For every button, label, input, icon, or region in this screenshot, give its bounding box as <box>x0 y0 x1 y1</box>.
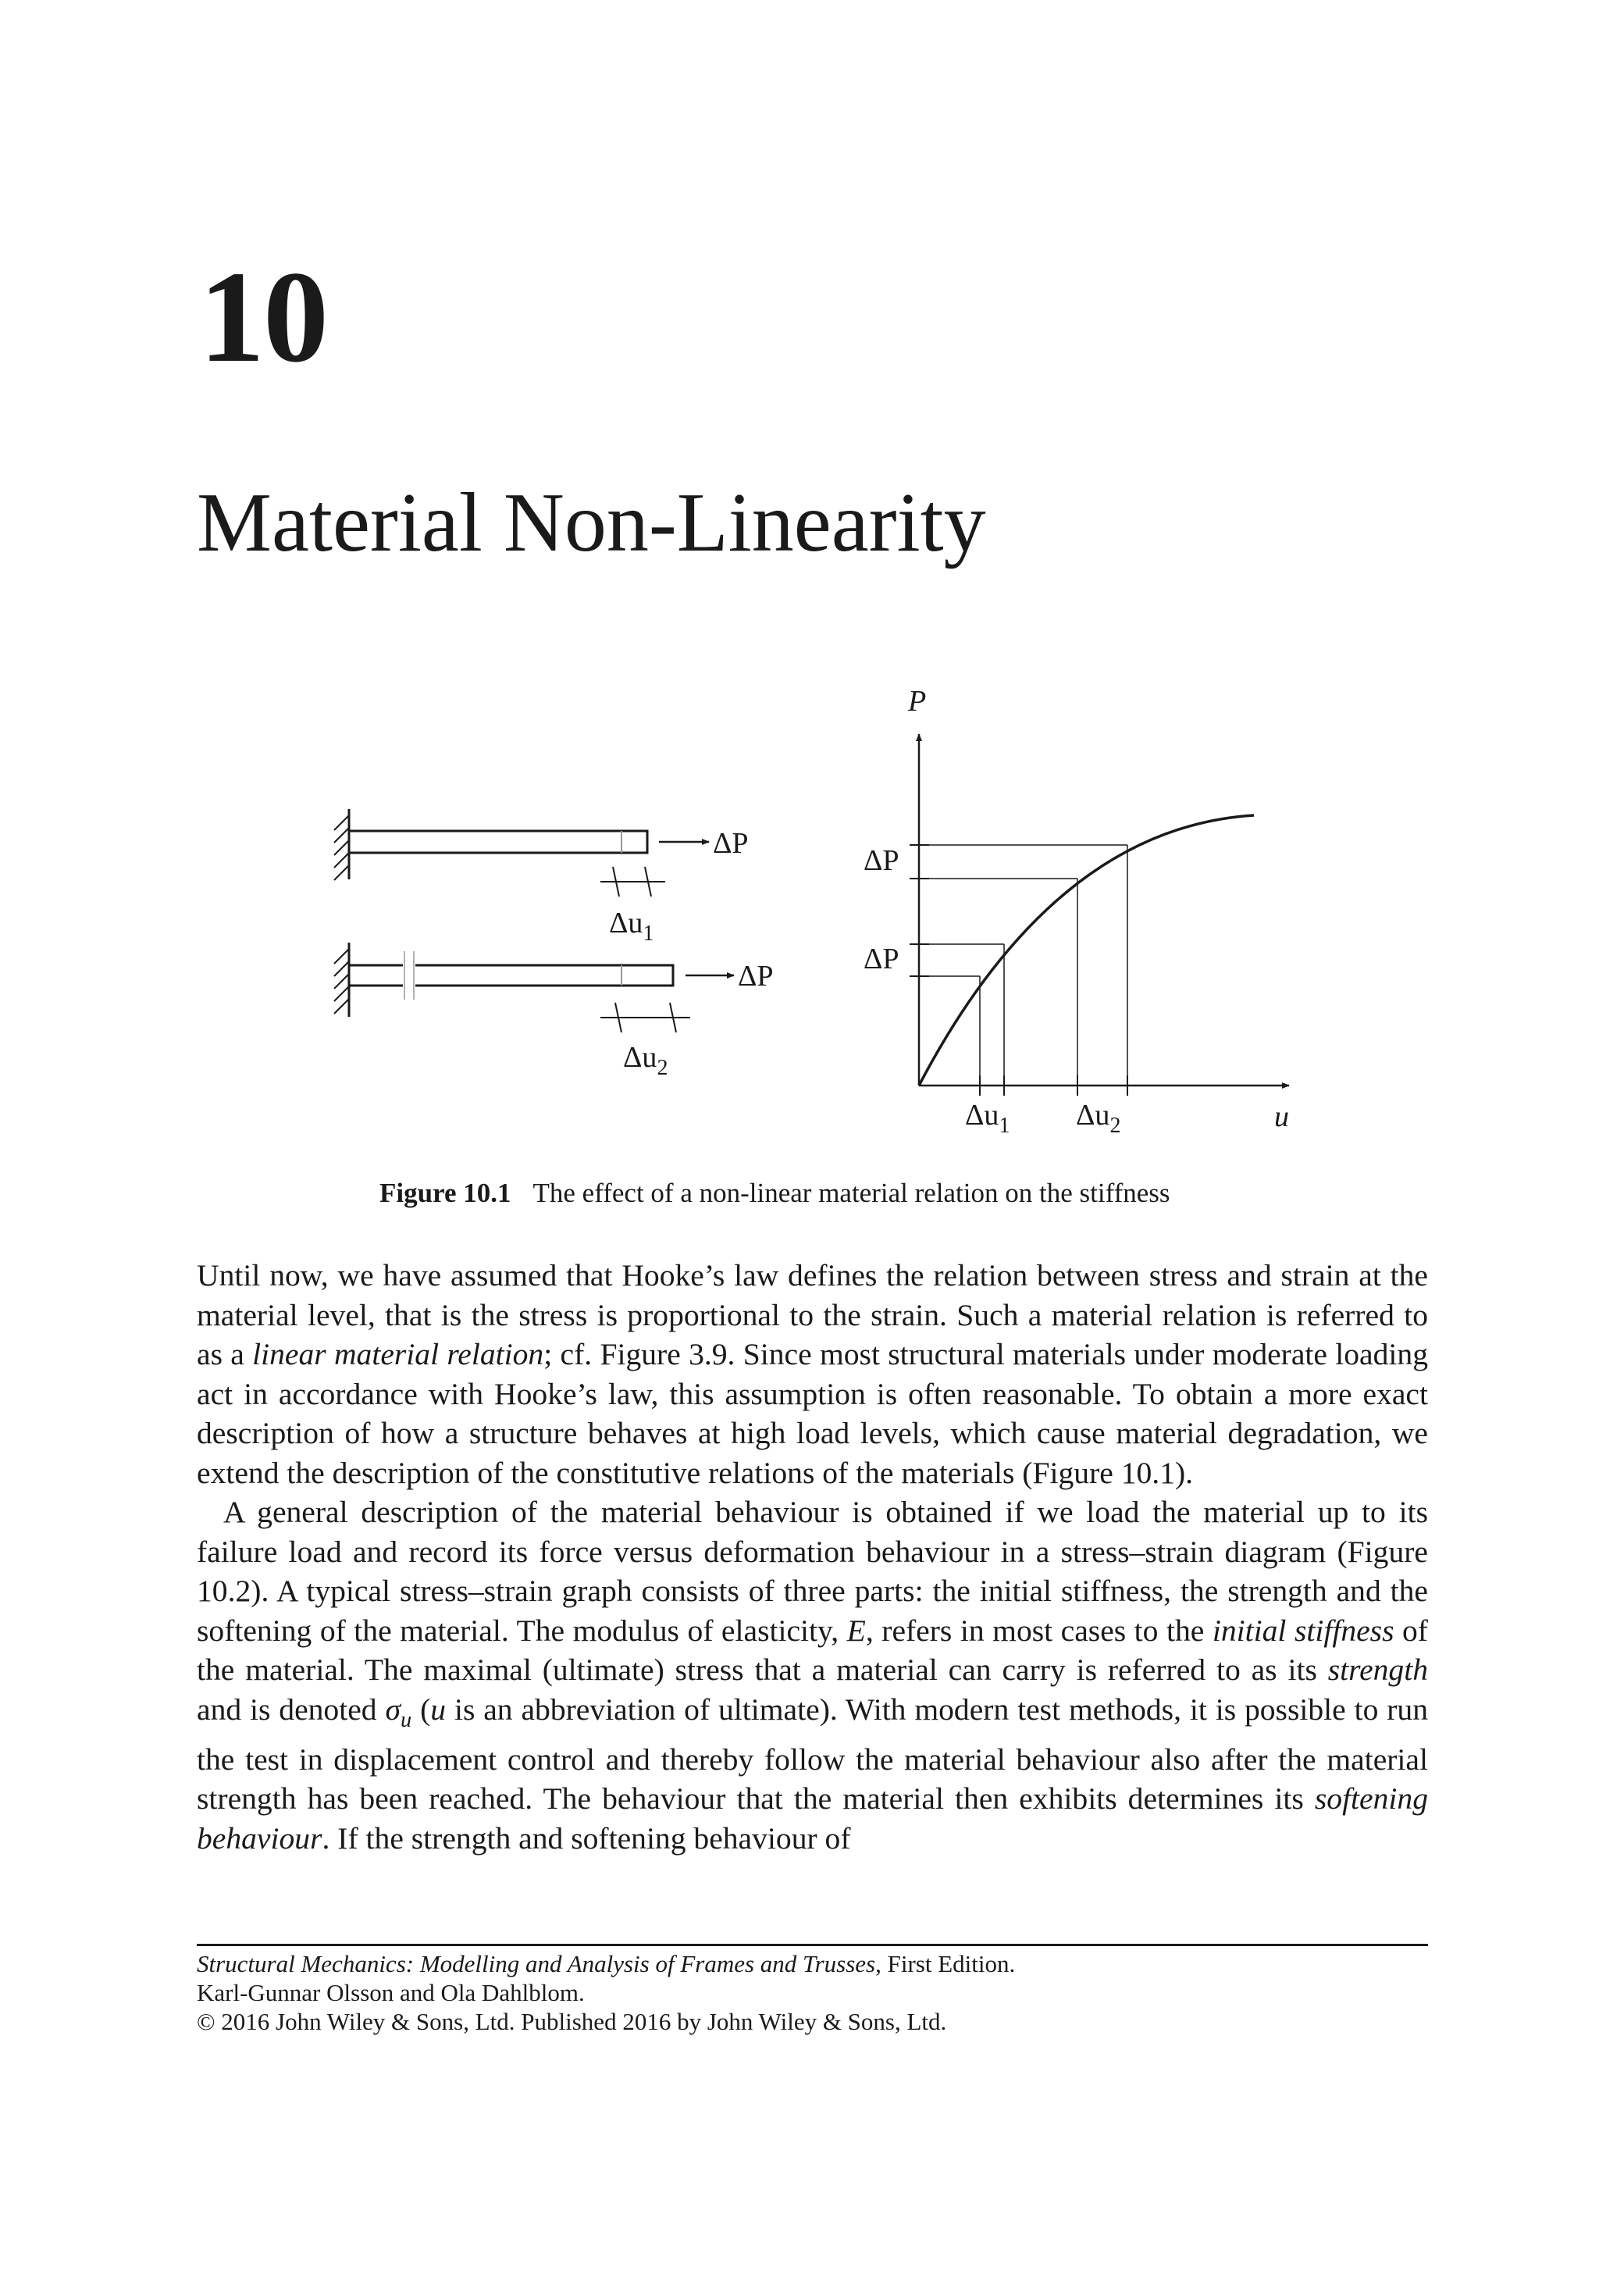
load-curve <box>919 815 1254 1086</box>
text-run: linear material relation <box>252 1337 544 1371</box>
graph-load-lower-label: ΔP <box>864 943 899 975</box>
figure-caption <box>379 1175 1170 1212</box>
text-run: u <box>430 1692 447 1727</box>
text-run: initial stiffness <box>1212 1613 1394 1648</box>
load-displacement-graph <box>864 685 1289 1138</box>
bottom-beam-disp-label: $\Delta u_2$ <box>623 1041 668 1080</box>
paragraph-1 <box>197 1256 1428 1492</box>
text-run: is an abbreviation of ultimate). With modern test methods, it is possible to run the test in displacement control and thereby follow the material behaviour also after the material strength has been reached. The behaviour that the material then exhibits determines its <box>197 1692 1429 1816</box>
bottom-wall-hatch <box>334 949 349 1014</box>
top-beam <box>334 809 749 946</box>
top-beam-disp-dim <box>600 867 665 897</box>
y-axis-label: P <box>908 685 927 718</box>
top-beam-load-label: ΔP <box>713 827 749 860</box>
guide-lines <box>919 845 1127 1086</box>
top-beam-body <box>349 831 647 853</box>
text-run: Until now, we have assumed that Hooke’s law defines the relation between stress and strain at the material level, that is the stress is proportional to the strain. Such a material relation is referred to as a <box>197 1258 1428 1371</box>
footer-citation <box>197 1949 1428 1978</box>
text-run: . If the strength and softening behaviour of <box>322 1820 851 1856</box>
text-run: E <box>846 1613 866 1648</box>
text-run: σ <box>385 1692 401 1727</box>
footer <box>197 1949 1428 2036</box>
graph-tick1-label: $\Delta u_1$ <box>965 1099 1010 1138</box>
text-run: ( <box>411 1692 431 1727</box>
body-text <box>197 1256 1428 1858</box>
text-run: and is denoted <box>197 1692 386 1727</box>
figure-label: Figure 10.1 <box>379 1178 511 1208</box>
bottom-beam-disp-dim <box>600 1003 690 1032</box>
paragraph-2 <box>197 1492 1428 1858</box>
top-beam-disp-label: $\Delta u_1$ <box>609 907 654 946</box>
text-run: ; cf. Figure 3.9. Since most structural materials under moderate loading act in accordance with Hooke’s law, this assumption is often reasonable. To obtain a more exact description of how a structure behaves at high load levels, which cause material degradation, we extend the description of the constitutive relations of the materials (Figure 10.1). <box>197 1337 1428 1490</box>
footer-edition: , First Edition. <box>875 1950 1016 1977</box>
x-axis-label: u <box>1274 1100 1289 1133</box>
text-run: , refers in most cases to the <box>865 1613 1213 1648</box>
footer-rule <box>197 1944 1428 1946</box>
graph-load-upper-label: ΔP <box>864 844 899 877</box>
bottom-beam-break <box>404 951 414 1000</box>
footer-authors: Karl-Gunnar Olsson and Ola Dahlblom. <box>197 1979 585 2006</box>
text-run: softening behaviour <box>197 1781 1428 1856</box>
text-run: of the material. The maximal (ultimate) stress that a material can carry is referred to as its <box>197 1613 1428 1687</box>
text-run: A general description of the material behaviour is obtained if we load the material up to its failure load and record its force versus deformation behaviour in a stress–strain diagram (Figure 10.2). A typical stress–strain graph consists of three parts: the initial stiffness, the strength and the softening of the material. The modulus of elasticity, <box>197 1495 1428 1648</box>
graph-tick2-label: $\Delta u_2$ <box>1076 1099 1121 1138</box>
bottom-beam-load-label: ΔP <box>738 960 774 993</box>
text-run: u <box>400 1707 412 1732</box>
text-run: strength <box>1327 1652 1428 1687</box>
chapter-title: Material Non-Linearity <box>197 476 986 569</box>
bottom-beam <box>334 943 774 1080</box>
bottom-beam-body <box>349 965 673 986</box>
footer-book-title: Structural Mechanics: Modelling and Analysis of Frames and Trusses <box>197 1950 876 1977</box>
figure-caption-text: The effect of a non-linear material relation on the stiffness <box>532 1178 1170 1208</box>
footer-copyright: © 2016 John Wiley & Sons, Ltd. Published 2016 by John Wiley & Sons, Ltd. <box>197 2008 947 2035</box>
axis-ticks <box>910 845 1127 1096</box>
figure-10-1 <box>0 672 1599 1171</box>
chapter-number: 10 <box>199 244 327 390</box>
top-wall-hatch <box>334 815 349 880</box>
